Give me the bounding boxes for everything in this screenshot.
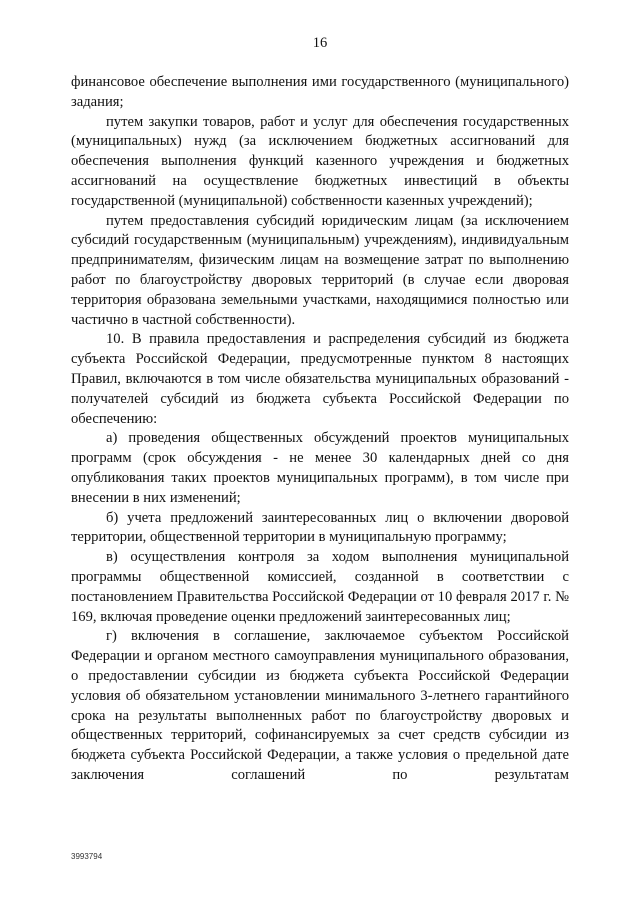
paragraph-item-g: г) включения в соглашение, заключаемое субъектом Российской Федерации и органом местного самоуправления муниципального образования, о предоставлении субсидии из бюджета субъекта Российской Федерации условия об обязательном установлении минимального 3-летнего гарантийного срока на результаты выполненных работ по благоустройству дворовых и общественных территорий, софинансируемых за счет средств субсидии из бюджета субъекта Российской Федерации, а также условия о предельной дате заключения соглашений по результатам <box>71 628 569 783</box>
paragraph-item-a: а) проведения общественных обсуждений проектов муниципальных программ (срок обсуждения - не менее 30 календарных дней со дня опубликования таких проектов муниципальных программ), в том числе при внесении в них изменений; <box>71 430 569 506</box>
paragraph-clause-10: 10. В правила предоставления и распределения субсидий из бюджета субъекта Российской Федерации, предусмотренные пунктом 8 настоящих Правил, включаются в том числе обязательства муниципальных образований - получателей субсидий из бюджета субъекта Российской Федерации по обеспечению: <box>71 331 569 427</box>
paragraph-procurement: путем закупки товаров, работ и услуг для обеспечения государственных (муниципальных) нужд (за исключением бюджетных ассигнований для обеспечения выполнения функций казенного учреждения и бюджетных ассигнований на осуществление бюджетных инвестиций в объекты государственной (муниципальной) собственности казенных учреждений); <box>71 113 569 209</box>
paragraph-item-b: б) учета предложений заинтересованных лиц о включении дворовой территории, общественной территории в муниципальную программу; <box>71 509 569 546</box>
page-number: 16 <box>312 35 328 51</box>
document-id: 3993794 <box>71 852 103 861</box>
paragraph-subsidies-legal-entities: путем предоставления субсидий юридическим лицам (за исключением субсидий государственным (муниципальным) учреждениям), индивидуальным предпринимателям, физическим лицам на возмещение затрат по выполнению работ по благоустройству дворовых территорий (в случае если дворовая территория образована земельными участками, находящимися полностью или частично в частной собственности). <box>71 212 569 328</box>
document-body <box>71 73 569 786</box>
paragraph-funding-task: финансовое обеспечение выполнения ими государственного (муниципального) задания; <box>71 74 569 110</box>
paragraph-item-v: в) осуществления контроля за ходом выполнения муниципальной программы общественной комиссией, созданной в соответствии с постановлением Правительства Российской Федерации от 10 февраля 2017 г. № 169, включая проведение оценки предложений заинтересованных лиц; <box>71 549 569 625</box>
